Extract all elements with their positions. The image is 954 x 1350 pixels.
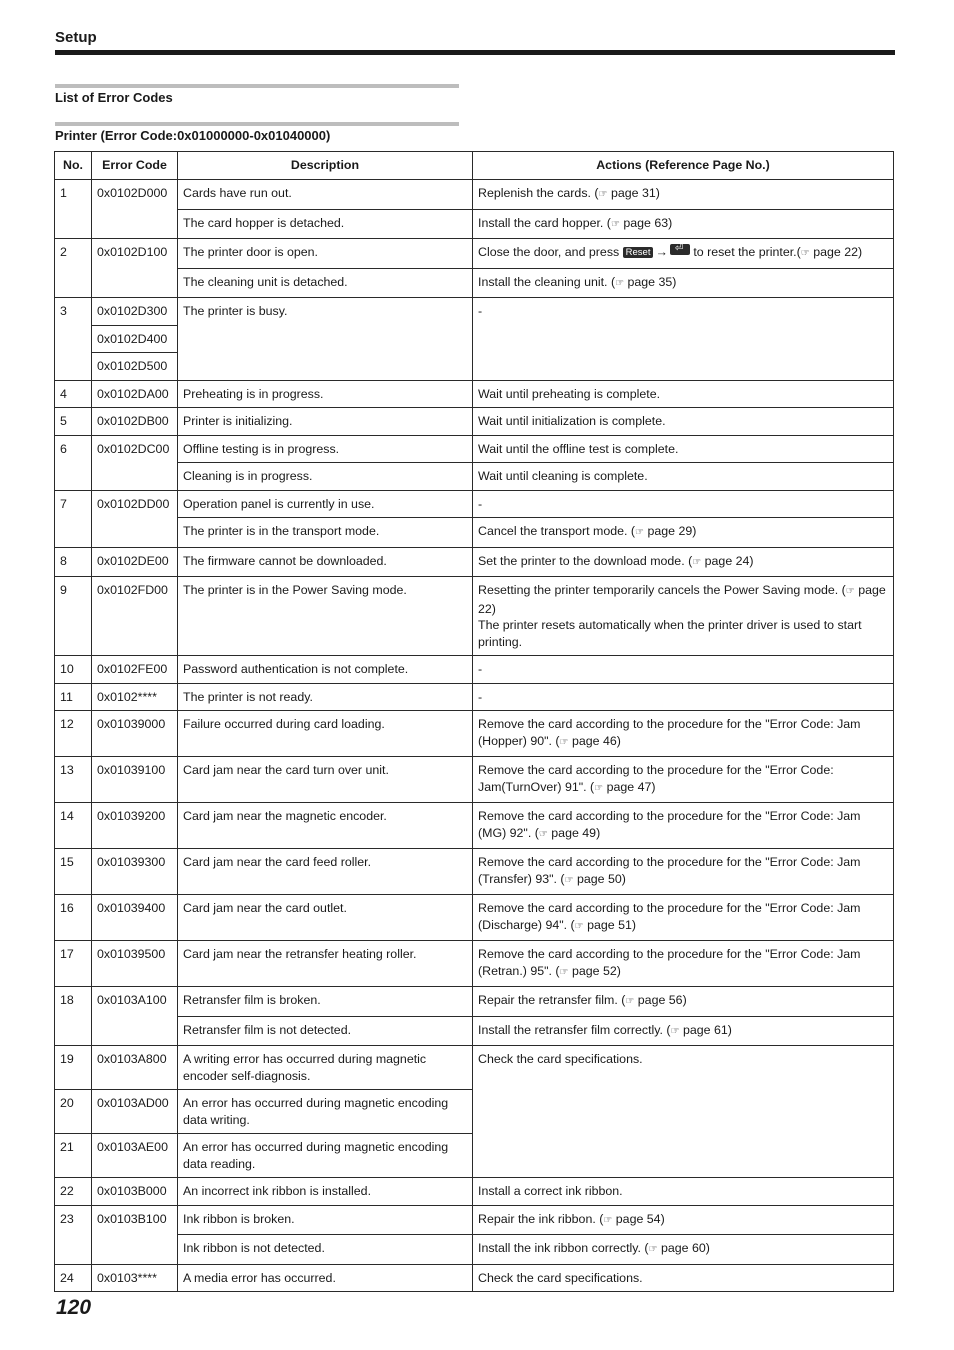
error-code: 0x0103B100 (92, 1205, 178, 1264)
description: A writing error has occurred during magnetic encoder self-diagnosis. (178, 1046, 473, 1090)
reference-icon: ☞ (538, 828, 548, 840)
table-row (55, 380, 894, 408)
row-number: 24 (55, 1264, 92, 1292)
row-number: 17 (55, 941, 92, 987)
action: Remove the card according to the procedure for the "Error Code: Jam (Hopper) 90". (☞ page 46) (473, 711, 894, 757)
row-number: 2 (55, 239, 92, 298)
row-number: 14 (55, 803, 92, 849)
table-row (55, 239, 894, 269)
reference-icon: ☞ (648, 1244, 658, 1255)
error-code: 0x0103B000 (92, 1178, 178, 1206)
error-code: 0x0102DA00 (92, 380, 178, 408)
description: Card jam near the card outlet. (178, 895, 473, 941)
reference-icon: ☞ (559, 736, 569, 748)
description: Failure occurred during card loading. (178, 711, 473, 757)
table-row (55, 180, 894, 210)
row-number: 16 (55, 895, 92, 941)
description: The printer is in the Power Saving mode. (178, 577, 473, 656)
table-row (55, 577, 894, 656)
table-row (55, 463, 894, 491)
error-code: 0x01039200 (92, 803, 178, 849)
action: Remove the card according to the procedure for the "Error Code: Jam (MG) 92". (☞ page 49) (473, 803, 894, 849)
action: - (473, 656, 894, 684)
table-heading: Printer (Error Code:0x01000000-0x01040000) (55, 128, 331, 143)
description: Offline testing is in progress. (178, 435, 473, 463)
error-code: 0x0102**** (92, 683, 178, 711)
table-row (55, 803, 894, 849)
row-number: 18 (55, 987, 92, 1046)
description: The cleaning unit is detached. (178, 268, 473, 298)
table-row (55, 1264, 894, 1292)
table-row (55, 435, 894, 463)
action: Resetting the printer temporarily cancels the Power Saving mode. (☞ page 22) The printer resets automatically when the printer driver is used to start printing. (473, 577, 894, 656)
error-code: 0x0103A800 (92, 1046, 178, 1090)
reference-icon: ☞ (564, 874, 574, 886)
error-code: 0x01039100 (92, 757, 178, 803)
error-code: 0x0102FE00 (92, 656, 178, 684)
action: Remove the card according to the procedure for the "Error Code: Jam (Discharge) 94". (☞ page 51) (473, 895, 894, 941)
description: A media error has occurred. (178, 1264, 473, 1292)
enter-key-icon (670, 244, 690, 255)
reference-icon: ☞ (800, 248, 810, 259)
action: Replenish the cards. (☞ page 31) (473, 180, 894, 210)
row-number: 20 (55, 1090, 92, 1134)
row-number: 8 (55, 547, 92, 577)
description: Card jam near the card feed roller. (178, 849, 473, 895)
row-number: 15 (55, 849, 92, 895)
row-number: 11 (55, 683, 92, 711)
reference-icon: ☞ (670, 1025, 680, 1037)
heading-rule (55, 84, 459, 88)
error-code: 0x0102DB00 (92, 408, 178, 436)
section-title: Setup (55, 29, 97, 46)
table-header-row (55, 152, 894, 180)
description: The printer door is open. (178, 239, 473, 269)
reference-icon: ☞ (574, 920, 584, 932)
table-row (55, 656, 894, 684)
reference-icon: ☞ (610, 218, 620, 230)
action: Install the card hopper. (☞ page 63) (473, 209, 894, 239)
row-number: 19 (55, 1046, 92, 1090)
table-row (55, 849, 894, 895)
header-rule (55, 50, 895, 55)
reference-icon: ☞ (625, 996, 635, 1007)
action: - (473, 490, 894, 518)
description: An error has occurred during magnetic encoding data reading. (178, 1134, 473, 1178)
description: Ink ribbon is not detected. (178, 1235, 473, 1265)
error-code: 0x0103A100 (92, 987, 178, 1046)
error-code: 0x0103AE00 (92, 1134, 178, 1178)
error-code: 0x0102DE00 (92, 547, 178, 577)
row-number: 3 (55, 298, 92, 381)
row-number: 10 (55, 656, 92, 684)
action: Repair the ink ribbon. (☞ page 54) (473, 1205, 894, 1235)
row-number: 9 (55, 577, 92, 656)
error-code: 0x0102D500 (92, 353, 178, 381)
row-number: 6 (55, 435, 92, 490)
table-row (55, 895, 894, 941)
action: - (473, 683, 894, 711)
description: Retransfer film is not detected. (178, 1016, 473, 1046)
reference-icon: ☞ (845, 586, 855, 597)
error-code: 0x0102D100 (92, 239, 178, 298)
column-header: Description (178, 152, 473, 180)
description: Password authentication is not complete. (178, 656, 473, 684)
action: Check the card specifications. (473, 1046, 894, 1178)
table-row (55, 941, 894, 987)
description: An error has occurred during magnetic encoding data writing. (178, 1090, 473, 1134)
column-header: Error Code (92, 152, 178, 180)
action: Wait until the offline test is complete. (473, 435, 894, 463)
table-row (55, 1046, 894, 1090)
action: Install the retransfer film correctly. (☞ page 61) (473, 1016, 894, 1046)
reference-icon: ☞ (598, 189, 608, 200)
description: Cleaning is in progress. (178, 463, 473, 491)
table-row (55, 298, 894, 326)
table-row (55, 711, 894, 757)
error-code: 0x01039400 (92, 895, 178, 941)
table-row (55, 1205, 894, 1235)
table-row (55, 547, 894, 577)
description: Ink ribbon is broken. (178, 1205, 473, 1235)
action: Set the printer to the download mode. (☞ page 24) (473, 547, 894, 577)
reference-icon: ☞ (594, 782, 604, 794)
row-number: 7 (55, 490, 92, 547)
row-number: 23 (55, 1205, 92, 1264)
reference-icon: ☞ (635, 527, 644, 538)
row-number: 22 (55, 1178, 92, 1206)
row-number: 1 (55, 180, 92, 239)
table-row (55, 490, 894, 518)
error-code: 0x0103AD00 (92, 1090, 178, 1134)
table-row (55, 209, 894, 239)
table-row (55, 1235, 894, 1265)
table-row (55, 1178, 894, 1206)
action: Cancel the transport mode. (☞ page 29) (473, 518, 894, 548)
action: Install the ink ribbon correctly. (☞ page 60) (473, 1235, 894, 1265)
table-row (55, 518, 894, 548)
row-number: 5 (55, 408, 92, 436)
action: Install a correct ink ribbon. (473, 1178, 894, 1206)
action: - (473, 298, 894, 381)
description: Printer is initializing. (178, 408, 473, 436)
description: Operation panel is currently in use. (178, 490, 473, 518)
arrow-icon: → (655, 245, 668, 259)
error-code: 0x0102D300 (92, 298, 178, 326)
error-code-table (54, 151, 894, 1292)
error-code: 0x01039300 (92, 849, 178, 895)
action: Close the door, and press Reset →⏎ to reset the printer.(☞ page 22) (473, 239, 894, 269)
action: Install the cleaning unit. (☞ page 35) (473, 268, 894, 298)
description: Card jam near the magnetic encoder. (178, 803, 473, 849)
error-code: 0x0102D000 (92, 180, 178, 239)
list-heading: List of Error Codes (55, 90, 173, 105)
reference-icon: ☞ (615, 277, 625, 289)
error-code: 0x0102FD00 (92, 577, 178, 656)
error-code: 0x0102D400 (92, 325, 178, 353)
description: An incorrect ink ribbon is installed. (178, 1178, 473, 1206)
description: The printer is busy. (178, 298, 473, 381)
reset-key-icon: Reset (623, 247, 654, 258)
description: Card jam near the retransfer heating roller. (178, 941, 473, 987)
heading-rule (55, 122, 459, 126)
row-number: 4 (55, 380, 92, 408)
error-code: 0x01039000 (92, 711, 178, 757)
description: Preheating is in progress. (178, 380, 473, 408)
error-code: 0x0102DD00 (92, 490, 178, 547)
table-row (55, 683, 894, 711)
action: Remove the card according to the procedure for the "Error Code: Jam (Transfer) 93". (☞ page 50) (473, 849, 894, 895)
table-row (55, 408, 894, 436)
action: Repair the retransfer film. (☞ page 56) (473, 987, 894, 1017)
page-number: 120 (56, 1296, 92, 1319)
reference-icon: ☞ (603, 1214, 613, 1226)
column-header: Actions (Reference Page No.) (473, 152, 894, 180)
table-row (55, 757, 894, 803)
column-header: No. (55, 152, 92, 180)
action: Check the card specifications. (473, 1264, 894, 1292)
description: Retransfer film is broken. (178, 987, 473, 1017)
table-row (55, 987, 894, 1017)
error-code: 0x0103**** (92, 1264, 178, 1292)
row-number: 21 (55, 1134, 92, 1178)
action: Wait until cleaning is complete. (473, 463, 894, 491)
error-code: 0x0102DC00 (92, 435, 178, 490)
description: The firmware cannot be downloaded. (178, 547, 473, 577)
reference-icon: ☞ (692, 556, 702, 568)
action: Wait until preheating is complete. (473, 380, 894, 408)
action: Remove the card according to the procedure for the "Error Code: Jam (Retran.) 95". (☞ page 52) (473, 941, 894, 987)
description: Cards have run out. (178, 180, 473, 210)
description: The card hopper is detached. (178, 209, 473, 239)
row-number: 12 (55, 711, 92, 757)
action: Remove the card according to the procedure for the "Error Code: Jam(TurnOver) 91". (☞ page 47) (473, 757, 894, 803)
error-code: 0x01039500 (92, 941, 178, 987)
description: Card jam near the card turn over unit. (178, 757, 473, 803)
description: The printer is in the transport mode. (178, 518, 473, 548)
table-row (55, 268, 894, 298)
reference-icon: ☞ (559, 966, 569, 978)
table-row (55, 1016, 894, 1046)
row-number: 13 (55, 757, 92, 803)
description: The printer is not ready. (178, 683, 473, 711)
action: Wait until initialization is complete. (473, 408, 894, 436)
